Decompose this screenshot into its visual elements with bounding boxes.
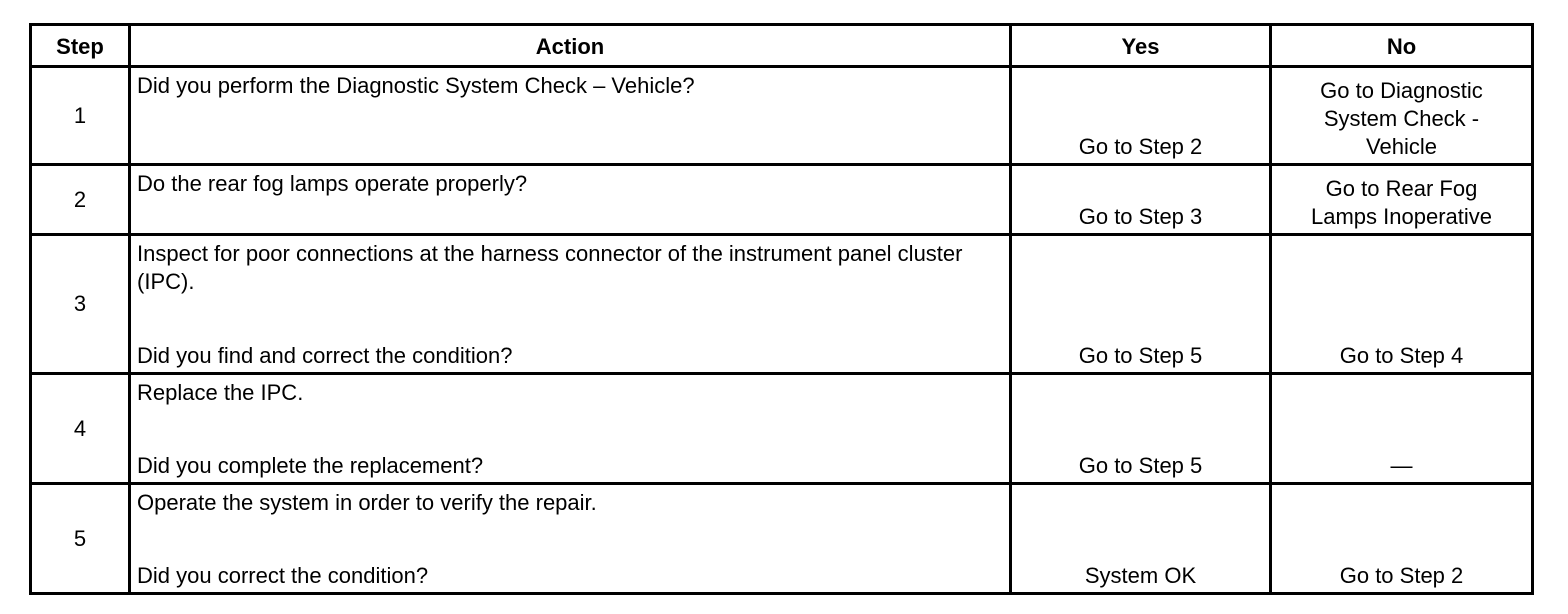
step-number: 5: [31, 484, 130, 594]
yes-cell: Go to Step 3: [1011, 165, 1271, 235]
action-cell: [130, 374, 1011, 484]
action-question: Did you correct the condition?: [137, 563, 429, 588]
action-cell: [130, 484, 1011, 594]
action-cell: [130, 235, 1011, 374]
yes-cell: Go to Step 2: [1011, 67, 1271, 165]
yes-cell: Go to Step 5: [1011, 374, 1271, 484]
no-cell: Go to Diagnostic System Check - Vehicle: [1271, 67, 1533, 165]
table-row: [31, 235, 1533, 374]
yes-cell: System OK: [1011, 484, 1271, 594]
table-row: [31, 374, 1533, 484]
action-text: Did you perform the Diagnostic System Check – Vehicle?: [137, 73, 695, 98]
header-no: No: [1271, 25, 1533, 67]
table-header-row: [31, 25, 1533, 67]
header-step: Step: [31, 25, 130, 67]
action-cell: [130, 67, 1011, 165]
step-number: 1: [31, 67, 130, 165]
header-action: Action: [130, 25, 1011, 67]
no-cell: —: [1271, 374, 1533, 484]
action-text: Inspect for poor connections at the harness connector of the instrument panel cluster (IPC).: [137, 241, 963, 294]
action-text: Replace the IPC.: [137, 380, 304, 405]
action-question: Did you complete the replacement?: [137, 453, 484, 478]
table-row: [31, 484, 1533, 594]
step-number: 2: [31, 165, 130, 235]
action-cell: [130, 165, 1011, 235]
no-cell: Go to Step 2: [1271, 484, 1533, 594]
table-row: [31, 165, 1533, 235]
step-number: 4: [31, 374, 130, 484]
action-text: Operate the system in order to verify the repair.: [137, 490, 597, 515]
no-cell: Go to Rear Fog Lamps Inoperative: [1271, 165, 1533, 235]
step-number: 3: [31, 235, 130, 374]
action-question: Did you find and correct the condition?: [137, 343, 513, 368]
action-text: Do the rear fog lamps operate properly?: [137, 171, 528, 196]
no-cell: Go to Step 4: [1271, 235, 1533, 374]
table-row: [31, 67, 1533, 165]
header-yes: Yes: [1011, 25, 1271, 67]
diagnostic-table: [29, 23, 1534, 595]
yes-cell: Go to Step 5: [1011, 235, 1271, 374]
